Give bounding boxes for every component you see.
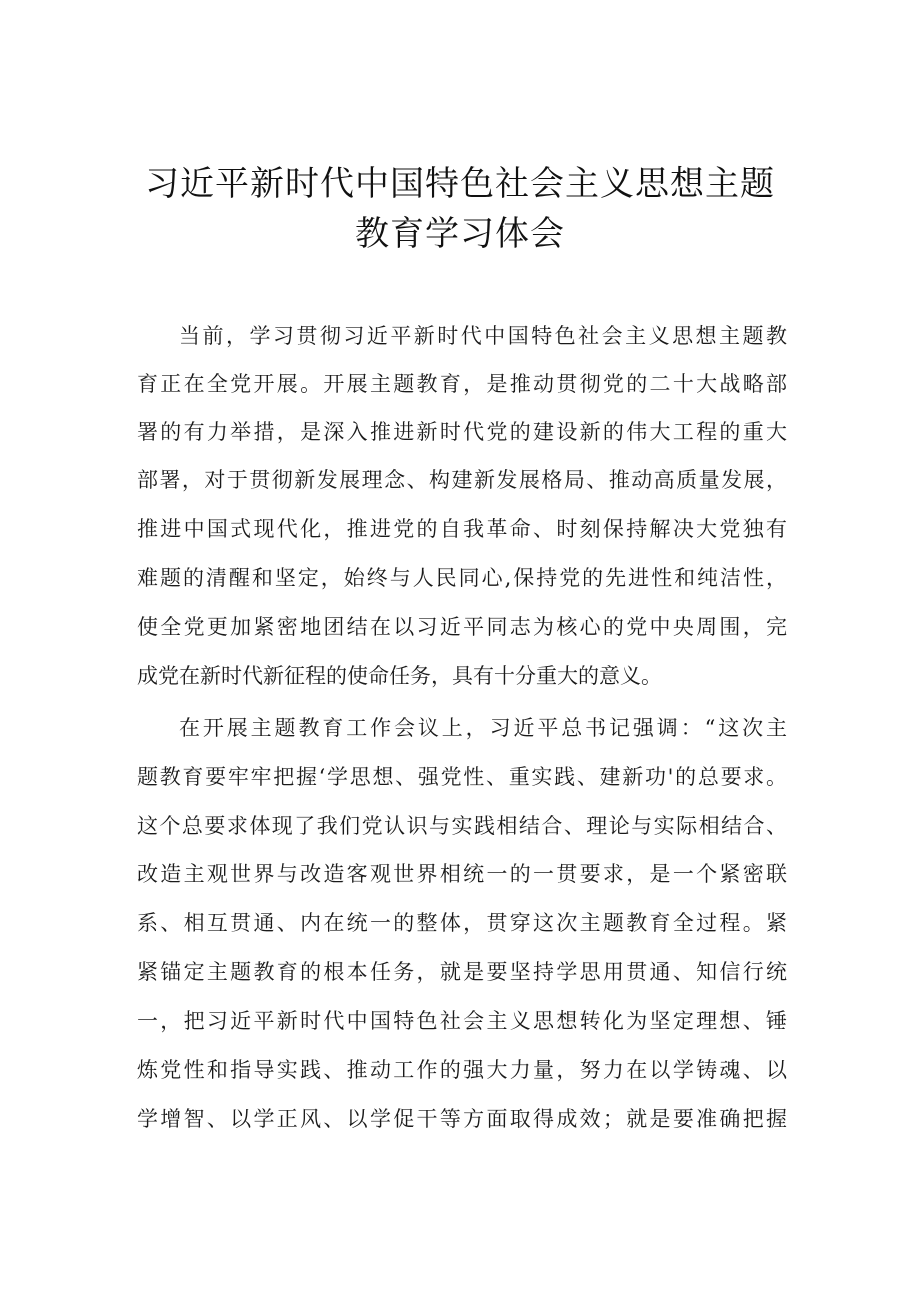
paragraph-2-line-9: 学增智、以学正风、以学促干等方面取得成效；就是要准确把握 (137, 1107, 787, 1131)
paragraph-2-line-4: 改造主观世界与改造客观世界相统一的一贯要求，是一个紧密联 (137, 862, 787, 886)
paragraph-1-line-1: 当前，学习贯彻习近平新时代中国特色社会主义思想主题教 (179, 324, 787, 348)
paragraph-1-line-3: 署的有力举措，是深入推进新时代党的建设新的伟大工程的重大 (137, 420, 787, 444)
paragraph-1-line-6: 难题的清醒和坚定，始终与人民同心,保持党的先进性和纯洁性， (137, 566, 787, 590)
paragraph-1-line-4: 部署，对于贯彻新发展理念、构建新发展格局、推动高质量发展， (137, 468, 787, 492)
document-title-line-2: 教育学习体会 (355, 214, 565, 254)
paragraph-2-line-3: 这个总要求体现了我们党认识与实践相结合、理论与实际相结合、 (137, 814, 787, 838)
paragraph-2-line-6: 紧锚定主题教育的根本任务，就是要坚持学思用贯通、知信行统 (137, 960, 787, 984)
paragraph-1-line-2: 育正在全党开展。开展主题教育，是推动贯彻党的二十大战略部 (137, 372, 787, 396)
paragraph-2-line-7: 一，把习近平新时代中国特色社会主义思想转化为坚定理想、锤 (137, 1009, 787, 1033)
paragraph-2-line-8: 炼党性和指导实践、推动工作的强大力量，努力在以学铸魂、以 (137, 1058, 787, 1082)
document-title-line-1: 习近平新时代中国特色社会主义思想主题 (145, 164, 775, 204)
paragraph-2-line-2: 题教育要牢牢把握‘学思想、强党性、重实践、建新功'的总要求。 (137, 765, 787, 789)
paragraph-1-line-5: 推进中国式现代化，推进党的自我革命、时刻保持解决大党独有 (137, 517, 787, 541)
paragraph-1-line-8: 成党在新时代新征程的使命任务，具有十分重大的意义。 (137, 664, 662, 688)
document-body (137, 318, 787, 1148)
paragraph-2-line-5: 系、相互贯通、内在统一的整体，贯穿这次主题教育全过程。紧 (137, 911, 787, 935)
paragraph-2-line-1: 在开展主题教育工作会议上，习近平总书记强调：“这次主 (179, 716, 787, 740)
paragraph-1-line-7: 使全党更加紧密地团结在以习近平同志为核心的党中央周围，完 (137, 615, 787, 639)
